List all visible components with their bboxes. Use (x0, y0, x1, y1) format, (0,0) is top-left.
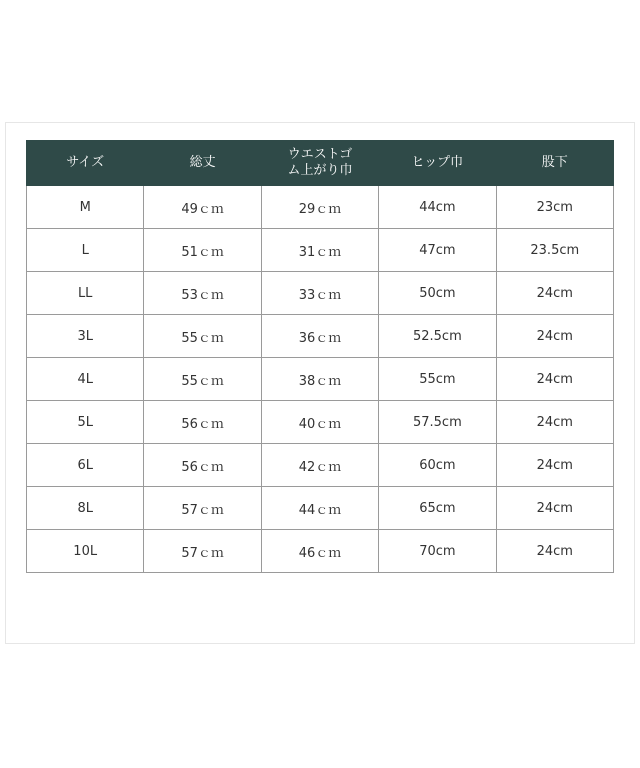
cell-waist: 44ｃｍ (261, 487, 378, 530)
cell-waist: 46ｃｍ (261, 530, 378, 573)
cell-total-length: 55ｃｍ (144, 358, 261, 401)
table-row (27, 358, 614, 401)
cell-total-length: 56ｃｍ (144, 401, 261, 444)
cell-total-length: 57ｃｍ (144, 487, 261, 530)
cell-size: LL (27, 272, 144, 315)
cell-hip-width: 57.5cm (379, 401, 496, 444)
cell-inseam: 24cm (496, 487, 613, 530)
cell-inseam: 24cm (496, 272, 613, 315)
cell-size: 10L (27, 530, 144, 573)
header-hip-width: ヒップ巾 (379, 141, 496, 186)
cell-waist: 29ｃｍ (261, 186, 378, 229)
cell-total-length: 51ｃｍ (144, 229, 261, 272)
cell-inseam: 24cm (496, 530, 613, 573)
cell-waist: 33ｃｍ (261, 272, 378, 315)
table-row (27, 401, 614, 444)
cell-hip-width: 65cm (379, 487, 496, 530)
header-waist-line-1: ウエストゴ (287, 147, 353, 162)
cell-waist: 31ｃｍ (261, 229, 378, 272)
cell-waist: 36ｃｍ (261, 315, 378, 358)
cell-size: M (27, 186, 144, 229)
cell-waist: 40ｃｍ (261, 401, 378, 444)
cell-total-length: 56ｃｍ (144, 444, 261, 487)
cell-hip-width: 44cm (379, 186, 496, 229)
cell-inseam: 23cm (496, 186, 613, 229)
cell-inseam: 24cm (496, 315, 613, 358)
header-waist-line-2: ム上がり巾 (287, 163, 353, 178)
table-header-row (27, 141, 614, 186)
cell-inseam: 24cm (496, 358, 613, 401)
size-chart-table (26, 140, 614, 573)
cell-size: L (27, 229, 144, 272)
cell-waist: 38ｃｍ (261, 358, 378, 401)
cell-total-length: 55ｃｍ (144, 315, 261, 358)
cell-size: 4L (27, 358, 144, 401)
header-waist (261, 141, 378, 186)
cell-hip-width: 55cm (379, 358, 496, 401)
cell-waist: 42ｃｍ (261, 444, 378, 487)
cell-size: 3L (27, 315, 144, 358)
table-row (27, 229, 614, 272)
cell-total-length: 53ｃｍ (144, 272, 261, 315)
cell-hip-width: 47cm (379, 229, 496, 272)
cell-hip-width: 52.5cm (379, 315, 496, 358)
cell-total-length: 57ｃｍ (144, 530, 261, 573)
cell-size: 8L (27, 487, 144, 530)
cell-inseam: 24cm (496, 444, 613, 487)
cell-hip-width: 60cm (379, 444, 496, 487)
table-row (27, 272, 614, 315)
table-row (27, 487, 614, 530)
table-row (27, 530, 614, 573)
table-row (27, 186, 614, 229)
header-inseam: 股下 (496, 141, 613, 186)
cell-size: 5L (27, 401, 144, 444)
header-size: サイズ (27, 141, 144, 186)
cell-hip-width: 70cm (379, 530, 496, 573)
cell-total-length: 49ｃｍ (144, 186, 261, 229)
cell-inseam: 24cm (496, 401, 613, 444)
header-total-length: 総丈 (144, 141, 261, 186)
table-row (27, 315, 614, 358)
cell-hip-width: 50cm (379, 272, 496, 315)
table-row (27, 444, 614, 487)
cell-inseam: 23.5cm (496, 229, 613, 272)
cell-size: 6L (27, 444, 144, 487)
